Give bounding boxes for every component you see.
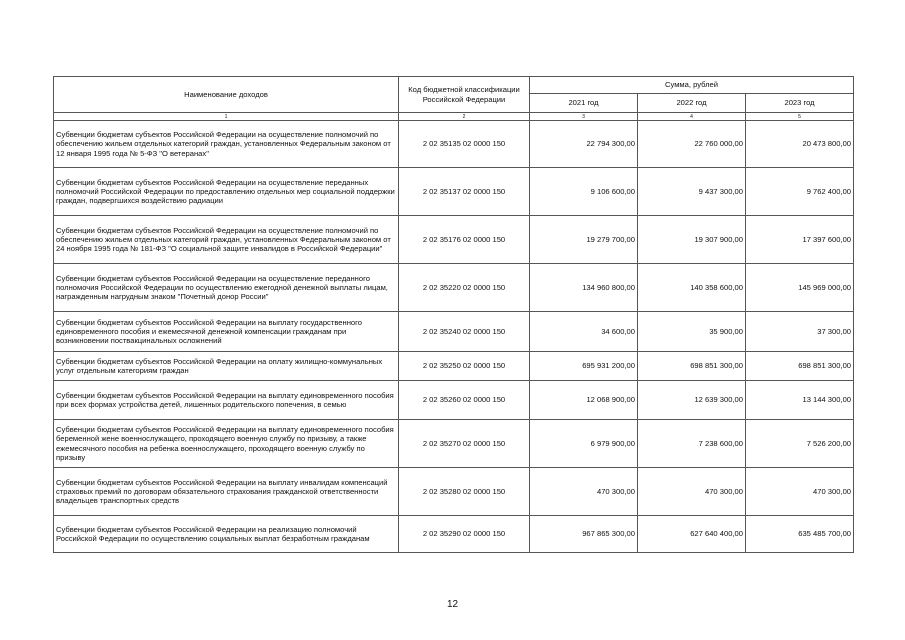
header-year-2021: 2021 год: [530, 94, 638, 113]
table-row: [54, 420, 854, 468]
row-value-2022: 470 300,00: [638, 468, 746, 516]
row-value-2021: 22 794 300,00: [530, 121, 638, 168]
row-value-2022: 9 437 300,00: [638, 168, 746, 216]
row-value-2023: 9 762 400,00: [746, 168, 854, 216]
row-name: Субвенции бюджетам субъектов Российской Федерации на осуществление полномочий по обеспечению жильем отдельных категорий граждан, установленных Федеральным законом от 12 января 1995 года № 5-ФЗ "О ветеранах": [54, 121, 399, 168]
row-value-2023: 20 473 800,00: [746, 121, 854, 168]
row-value-2023: 17 397 600,00: [746, 216, 854, 264]
row-value-2023: 145 969 000,00: [746, 264, 854, 312]
col-number: 4: [638, 113, 746, 121]
header-code: Код бюджетной классификации Российской Федерации: [399, 77, 530, 113]
row-value-2022: 12 639 300,00: [638, 381, 746, 420]
table-row: [54, 168, 854, 216]
row-value-2022: 627 640 400,00: [638, 516, 746, 553]
row-code: 2 02 35290 02 0000 150: [399, 516, 530, 553]
row-name: Субвенции бюджетам субъектов Российской Федерации на осуществление переданного полномочия Российской Федерации по осуществлению ежегодной денежной выплаты лицам, награжденным нагрудным знаком "Почетный донор России": [54, 264, 399, 312]
row-value-2022: 7 238 600,00: [638, 420, 746, 468]
table-row: [54, 516, 854, 553]
header-year-2022: 2022 год: [638, 94, 746, 113]
table-row: [54, 381, 854, 420]
row-value-2021: 34 600,00: [530, 312, 638, 352]
table-row: [54, 312, 854, 352]
row-name: Субвенции бюджетам субъектов Российской Федерации на реализацию полномочий Российской Федерации по осуществлению социальных выплат безработным гражданам: [54, 516, 399, 553]
column-numbers-row: [54, 113, 854, 121]
revenue-table: [53, 76, 854, 553]
row-code: 2 02 35176 02 0000 150: [399, 216, 530, 264]
row-value-2021: 9 106 600,00: [530, 168, 638, 216]
header-name: Наименование доходов: [54, 77, 399, 113]
row-code: 2 02 35250 02 0000 150: [399, 352, 530, 381]
row-code: 2 02 35280 02 0000 150: [399, 468, 530, 516]
header-year-2023: 2023 год: [746, 94, 854, 113]
col-number: 1: [54, 113, 399, 121]
row-name: Субвенции бюджетам субъектов Российской Федерации на выплату единовременного пособия беременной жене военнослужащего, проходящего военную службу по призыву, а также ежемесячного пособия на ребенка военнослужащего, проходящего военную службу по призыву: [54, 420, 399, 468]
table-row: [54, 121, 854, 168]
row-value-2021: 967 865 300,00: [530, 516, 638, 553]
row-value-2023: 13 144 300,00: [746, 381, 854, 420]
col-number: 2: [399, 113, 530, 121]
table-row: [54, 264, 854, 312]
row-code: 2 02 35135 02 0000 150: [399, 121, 530, 168]
row-value-2021: 12 068 900,00: [530, 381, 638, 420]
row-name: Субвенции бюджетам субъектов Российской Федерации на осуществление переданных полномочий Российской Федерации по предоставлению отдельных мер социальной поддержки граждан, подвергшихся воздействию радиации: [54, 168, 399, 216]
row-value-2021: 19 279 700,00: [530, 216, 638, 264]
page-number: 12: [446, 599, 459, 610]
row-value-2023: 37 300,00: [746, 312, 854, 352]
row-value-2021: 470 300,00: [530, 468, 638, 516]
row-name: Субвенции бюджетам субъектов Российской Федерации на выплату единовременного пособия при всех формах устройства детей, лишенных родительского попечения, в семью: [54, 381, 399, 420]
col-number: 5: [746, 113, 854, 121]
table-row: [54, 216, 854, 264]
row-name: Субвенции бюджетам субъектов Российской Федерации на оплату жилищно-коммунальных услуг отдельным категориям граждан: [54, 352, 399, 381]
row-value-2022: 22 760 000,00: [638, 121, 746, 168]
row-value-2023: 698 851 300,00: [746, 352, 854, 381]
row-code: 2 02 35220 02 0000 150: [399, 264, 530, 312]
row-code: 2 02 35270 02 0000 150: [399, 420, 530, 468]
col-number: 3: [530, 113, 638, 121]
table-row: [54, 352, 854, 381]
row-value-2022: 35 900,00: [638, 312, 746, 352]
row-value-2023: 470 300,00: [746, 468, 854, 516]
row-value-2021: 6 979 900,00: [530, 420, 638, 468]
row-value-2022: 698 851 300,00: [638, 352, 746, 381]
row-value-2023: 635 485 700,00: [746, 516, 854, 553]
row-code: 2 02 35137 02 0000 150: [399, 168, 530, 216]
row-name: Субвенции бюджетам субъектов Российской Федерации на осуществление полномочий по обеспечению жильем отдельных категорий граждан, установленных Федеральным законом от 24 ноября 1995 года № 181-ФЗ "О социальной защите инвалидов в Российской Федерации": [54, 216, 399, 264]
row-value-2022: 140 358 600,00: [638, 264, 746, 312]
row-value-2021: 695 931 200,00: [530, 352, 638, 381]
row-value-2022: 19 307 900,00: [638, 216, 746, 264]
row-value-2023: 7 526 200,00: [746, 420, 854, 468]
row-code: 2 02 35240 02 0000 150: [399, 312, 530, 352]
table-row: [54, 468, 854, 516]
header-sum: Сумма, рублей: [530, 77, 854, 94]
row-value-2021: 134 960 800,00: [530, 264, 638, 312]
row-name: Субвенции бюджетам субъектов Российской Федерации на выплату инвалидам компенсаций страховых премий по договорам обязательного страхования гражданской ответственности владельцев транспортных средств: [54, 468, 399, 516]
row-code: 2 02 35260 02 0000 150: [399, 381, 530, 420]
row-name: Субвенции бюджетам субъектов Российской Федерации на выплату государственного единовременного пособия и ежемесячной денежной компенсации гражданам при возникновении поствакцинальных осложнений: [54, 312, 399, 352]
